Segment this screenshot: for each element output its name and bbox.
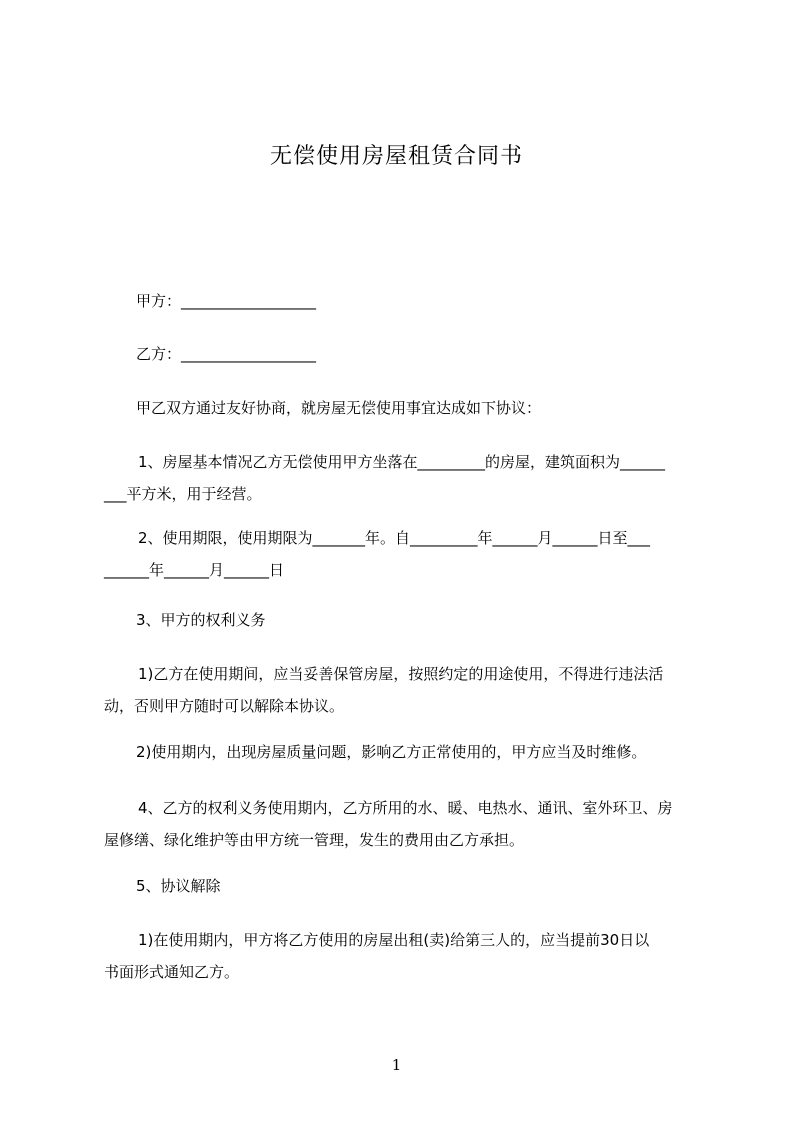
- clause-5-heading-text: 5、协议解除: [136, 877, 221, 895]
- intro-paragraph: [104, 392, 704, 424]
- party-a-text: 甲方：__________________: [136, 292, 317, 310]
- clause-5-heading: [104, 870, 704, 902]
- document-title: 无偿使用房屋租赁合同书: [269, 144, 523, 169]
- clause-3-item-2-text: 2)使用期内，出现房屋质量问题，影响乙方正常使用的，甲方应当及时维修。: [136, 743, 647, 761]
- clause-1-line-2: ___平方米，用于经营。: [104, 485, 262, 503]
- clause-2-line-1: 2、使用期限，使用期限为_______年。自_________年______月______日至___: [138, 529, 651, 547]
- clause-3-heading: [104, 604, 704, 636]
- clause-3-item-1-line-2: 动，否则甲方随时可以解除本协议。: [104, 697, 345, 715]
- clause-2: [104, 522, 704, 586]
- page-number: 1: [391, 1056, 402, 1074]
- clause-5-item-1-line-1: 1)在使用期内，甲方将乙方使用的房屋出租(卖)给第三人的，应当提前30日以: [138, 931, 650, 949]
- clause-5-item-1: [104, 924, 704, 988]
- clause-5-item-1-line-2: 书面形式通知乙方。: [104, 963, 240, 981]
- clause-3-item-1: [104, 658, 704, 722]
- clause-4-line-1: 4、乙方的权利义务使用期内，乙方所用的水、暖、电热水、通讯、室外环卫、房: [138, 799, 673, 817]
- clause-2-line-2: ______年______月______日: [104, 561, 285, 579]
- clause-3-item-1-line-1: 1)乙方在使用期间，应当妥善保管房屋，按照约定的用途使用，不得进行违法活: [138, 665, 664, 683]
- party-a-line: [104, 285, 704, 317]
- clause-1-line-1: 1、房屋基本情况乙方无偿使用甲方坐落在_________的房屋，建筑面积为______: [138, 453, 666, 471]
- clause-3-heading-text: 3、甲方的权利义务: [136, 611, 266, 629]
- clause-1: [104, 446, 704, 510]
- party-b-line: [104, 338, 704, 370]
- clause-4: [104, 792, 704, 856]
- intro-text: 甲乙双方通过友好协商，就房屋无偿使用事宜达成如下协议：: [136, 399, 542, 417]
- clause-4-line-2: 屋修缮、绿化维护等由甲方统一管理，发生的费用由乙方承担。: [104, 831, 525, 849]
- party-b-text: 乙方：__________________: [136, 345, 317, 363]
- clause-3-item-2: [104, 736, 704, 768]
